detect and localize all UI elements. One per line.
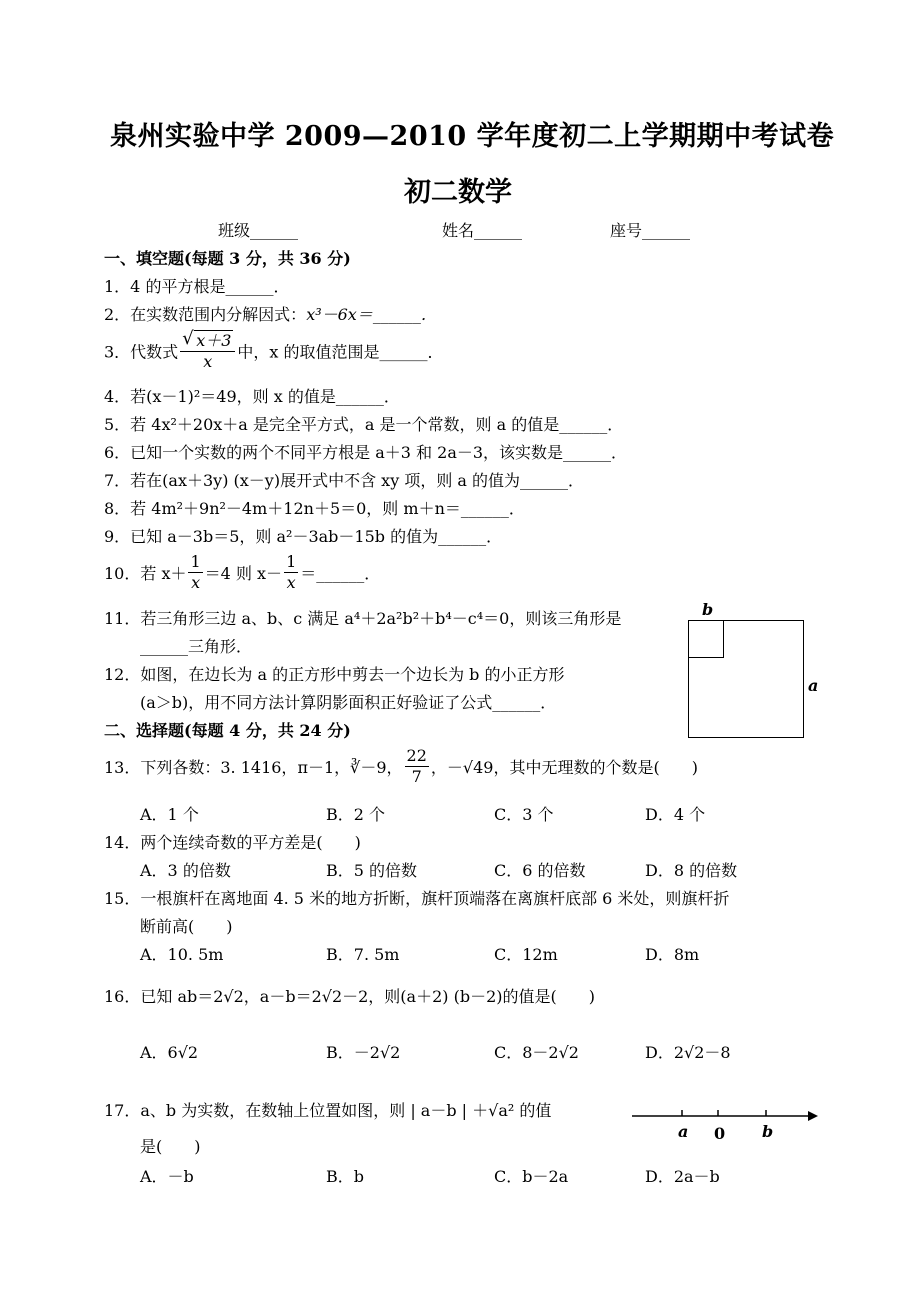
question-10 [104,552,380,593]
page-subtitle: 初二数学 [404,177,512,208]
axis-label-b: b [762,1122,774,1141]
question-3 [104,330,444,372]
q14-option-c[interactable]: C．6 的倍数 [494,861,586,880]
sqrt-symbol [182,330,233,351]
question-1: 1．4 的平方根是______． [104,277,290,296]
question-13-cuberoot: ∛－9， [350,758,403,777]
question-2-text: 2．在实数范围内分解因式： [104,305,307,324]
question-5: 5．若 4x²＋20x＋a 是完全平方式，a 是一个常数，则 a 的值是______． [104,415,624,434]
fraction-numerator: 1 [190,552,201,571]
seat-field: 座号______ [610,221,691,240]
question-6: 6．已知一个实数的两个不同平方根是 a＋3 和 2a－3，该实数是______． [104,443,628,462]
q16-option-d[interactable]: D．2√2－8 [645,1043,731,1062]
question-14: 14．两个连续奇数的平方差是( ) [104,833,361,852]
question-13 [104,746,698,787]
q17-option-c[interactable]: C．b－2a [494,1167,569,1186]
q13-option-a[interactable]: A．1 个 [140,805,199,824]
fraction-numerator: 22 [406,746,427,765]
small-square [688,620,724,658]
question-11-line1: 11．若三角形三边 a、b、c 满足 a⁴＋2a²b²＋b⁴－c⁴＝0，则该三角形是 [104,609,622,628]
question-7: 7．若在(ax＋3y) (x－y)展开式中不含 xy 项，则 a 的值为______． [104,471,585,490]
fraction-denominator: 7 [411,767,422,786]
axis-label-0: 0 [714,1124,726,1143]
q15-option-b[interactable]: B．7. 5m [326,945,400,964]
figure-label-a: a [808,676,819,695]
q15-option-c[interactable]: C．12m [494,945,558,964]
question-13-tail: ，其中无理数的个数是( ) [493,758,698,777]
question-13-fraction [405,746,429,787]
name-field: 姓名______ [442,221,523,240]
question-2 [104,302,437,325]
question-13-pi: π－1， [297,758,351,777]
question-4: 4．若(x－1)²＝49，则 x 的值是______． [104,387,400,406]
q13-option-d[interactable]: D．4 个 [645,805,706,824]
question-10-fraction-2 [284,552,298,593]
section-heading-fill: 一、填空题(每题 3 分，共 36 分) [104,249,351,268]
question-3-text: 3．代数式 [104,342,179,362]
class-field: 班级______ [218,221,299,240]
q17-option-a[interactable]: A．－b [140,1167,194,1186]
q17-option-d[interactable]: D．2a－b [645,1167,720,1186]
q15-option-d[interactable]: D．8m [645,945,700,964]
question-10-fraction-1 [188,552,202,593]
question-2-math: x³－6x＝______． [306,305,437,324]
fraction-numerator: 1 [286,552,297,571]
q17-option-b[interactable]: B．b [326,1167,365,1186]
question-12-line1: 12．如图，在边长为 a 的正方形中剪去一个边长为 b 的小正方形 [104,665,565,684]
number-line-arrow [808,1111,818,1121]
q16-option-a[interactable]: A．6√2 [140,1043,199,1062]
question-15-line2: 断前高( ) [140,917,233,936]
question-9: 9．已知 a－3b＝5，则 a²－3ab－15b 的值为______． [104,527,503,546]
q14-option-b[interactable]: B．5 的倍数 [326,861,418,880]
question-3-rest: 中，x 的取值范围是______． [237,342,444,362]
q16-option-c[interactable]: C．8－2√2 [494,1043,579,1062]
question-3-radicand: x＋3 [196,331,232,350]
question-3-denominator: x [203,352,213,371]
question-11-line2: ______三角形． [140,637,253,656]
figure-label-b: b [702,600,714,619]
fraction-denominator: x [191,573,201,592]
question-8: 8．若 4m²＋9n²－4m＋12n＋5＝0，则 m＋n＝______． [104,499,525,518]
q16-option-b[interactable]: B．－2√2 [326,1043,401,1062]
question-12-line2: (a＞b)，用不同方法计算阴影面积正好验证了公式______． [140,693,557,712]
section-heading-choice: 二、选择题(每题 4 分，共 24 分) [104,721,351,740]
q13-option-c[interactable]: C．3 个 [494,805,554,824]
question-15-line1: 15．一根旗杆在离地面 4. 5 米的地方折断，旗杆顶端落在离旗杆底部 6 米处，则旗杆折 [104,889,730,908]
question-10-part2: ＝4 则 x－ [204,564,283,583]
axis-label-a: a [678,1122,689,1141]
q14-option-d[interactable]: D．8 的倍数 [645,861,738,880]
question-13-neg-root: ，－√49 [430,758,494,777]
question-10-part1: 10．若 x＋ [104,564,187,583]
q14-option-a[interactable]: A．3 的倍数 [140,861,231,880]
question-16: 16．已知 ab＝2√2，a－b＝2√2－2，则(a＋2) (b－2)的值是( ) [104,987,595,1006]
q15-option-a[interactable]: A．10. 5m [140,945,224,964]
question-10-part3: ＝______． [300,564,381,583]
question-17-line1: 17．a、b 为实数，在数轴上位置如图，则 | a－b | ＋√a² 的值 [104,1101,552,1120]
fraction-denominator: x [286,573,296,592]
question-17-line2: 是( ) [140,1137,201,1156]
page-title: 泉州实验中学 2009—2010 学年度初二上学期期中考试卷 [110,121,835,152]
q13-option-b[interactable]: B．2 个 [326,805,386,824]
question-13-text: 13．下列各数：3. 1416， [104,758,298,777]
question-3-fraction [180,330,235,372]
